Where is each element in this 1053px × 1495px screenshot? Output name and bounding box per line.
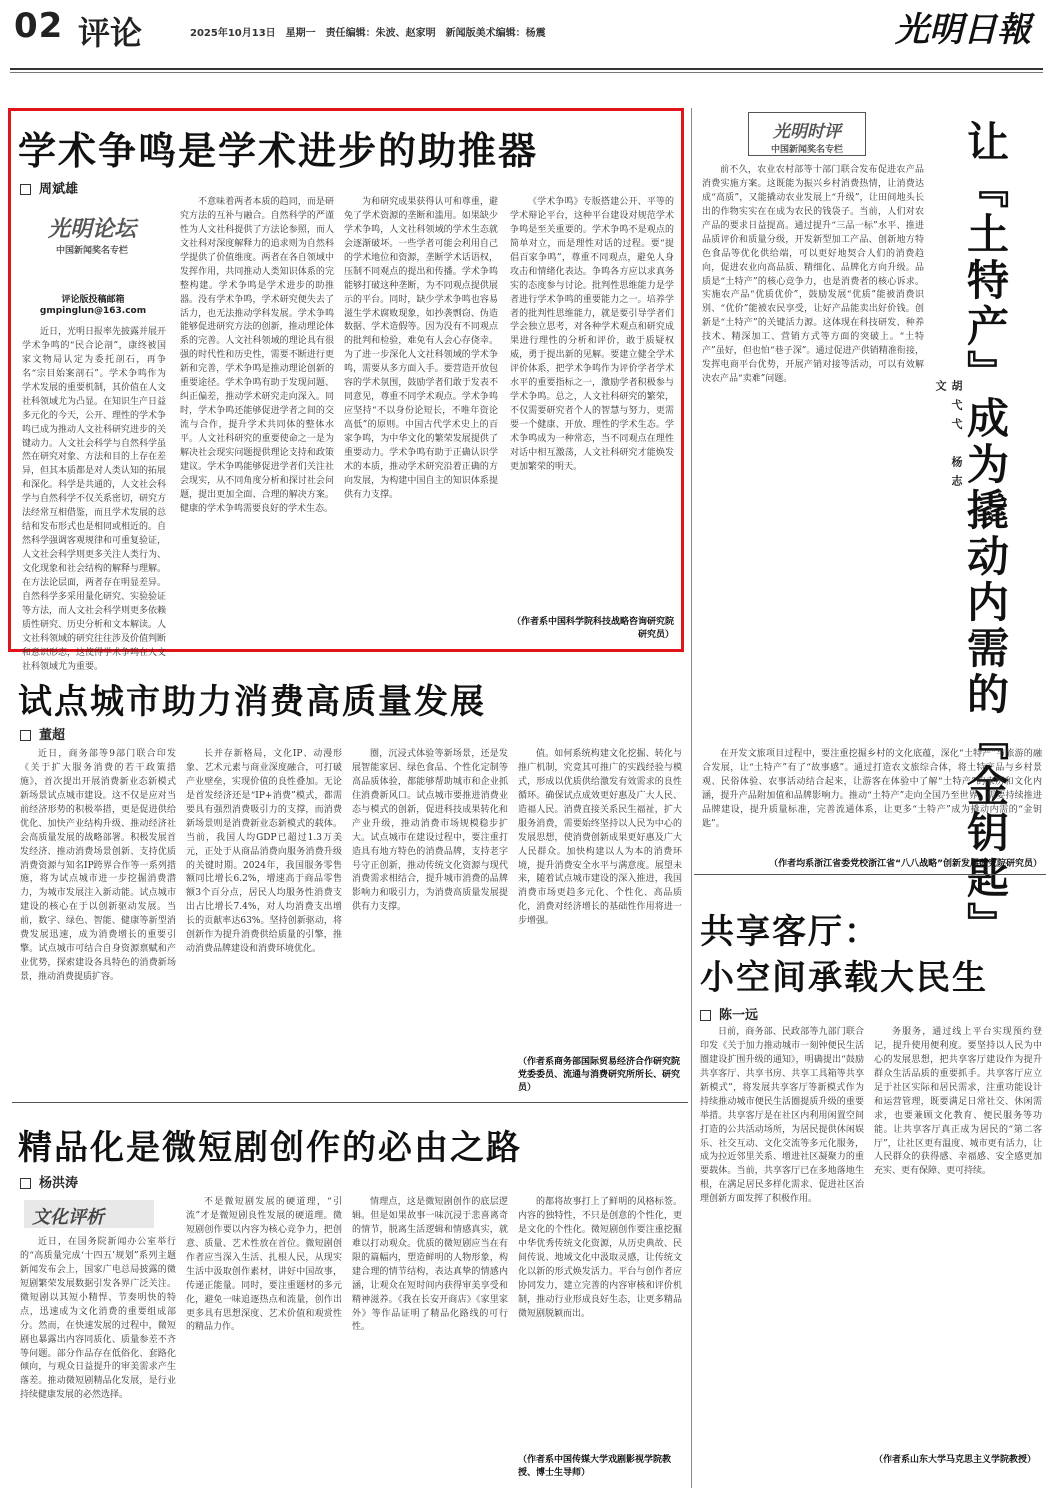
culture-column-badge-title: 文化评析 [32, 1207, 104, 1228]
newspaper-logo: 光明日報 [895, 10, 1031, 50]
article3-credit: （作者系中国传媒大学戏剧影视学院教授、博士生导师） [518, 1455, 672, 1478]
article1-col2 [180, 196, 334, 638]
sidebar-col-b-text: 在开发文旅项目过程中，要注重挖掘乡村的文化底蕴，深化“土特产”与旅游的融合发展，让“土特产”有了“故事感”。通过打造农文旅综合体，将土特产品与乡村景观、民俗体验、农事活动结合起来，让游客在体验中了解“土特产”的来历和文化内涵，提升产品附加值和品牌影响力。推动“土特产”走向全国乃至世界，需要持续推进品牌建设，提升质量标准，完善流通体系，让更多“土特产”成为撬动内需的“金钥匙”。 [702, 749, 1042, 829]
article3-col3-text: 情理点，这是微短剧创作的底层逻辑。但是如果故事一味沉浸于悲喜离奇的情节，脱离生活逻辑和情感真实，就难以打动观众。优质的微短剧应当在有限的篇幅内，塑造鲜明的人物形象，构建合理的情节结构，表达真挚的情感内涵，让观众在短时间内获得审美享受和精神滋养。《我在长安开商店》《家里家外》等作品证明了精品化路线的可行性。 [352, 1197, 508, 1333]
article3-title: 精品化是微短剧创作的必由之路 [18, 1128, 522, 1168]
article2-author-name: 董超 [39, 728, 66, 743]
contact-label: 评论版投稿邮箱 [61, 295, 125, 305]
article3-col1 [20, 1236, 176, 1486]
article2-credit: （作者系商务部国际贸易经济合作研究院党委委员、流通与消费研究所所长、研究员） [518, 1057, 681, 1093]
sidebar-badge-sub: 中国新闻奖名专栏 [770, 145, 843, 155]
article1-col3 [344, 196, 498, 638]
article2-author [20, 724, 65, 743]
contact-email[interactable]: gmpinglun@163.com [39, 306, 147, 316]
sidebar-badge-title: 光明时评 [773, 122, 841, 142]
article1-col4-text: 《学术争鸣》专版搭建公开、平等的学术辩论平台，这种平台建设对规范学术争鸣是至关重要的。学术争鸣不是观点的简单对立，而是理性对话的过程。要“提倡百家争鸣”，尊重不同观点，避免人身攻击和情绪化表达。争鸣各方应以求真务实的态度参与讨论。批判性思维能力是学者进行学术争鸣的重要能力之一。培养学者的批判性思维能力，就是要引导学者们学会独立思考，对各种学术观点和研究成果进行理性的分析和评价，敢于质疑权威，勇于提出新的见解。要建立健全学术评价体系，把学术争鸣作为评价学者学术水平的重要指标之一，激励学者积极参与学术争鸣。总之，人文社科研究的繁荣，不仅需要研究者个人的智慧与努力，更需要一个健康、开放、理性的学术生态。学术争鸣成为一种常态，当不同观点在理性对话中相互激荡，人文社科研究才能焕发更加繁荣的明天。 [510, 197, 674, 472]
article4-col1-text: 日前，商务部、民政部等九部门联合印发《关于加力推动城市一刻钟便民生活圈建设扩围升级的通知》，明确提出“鼓励共享客厅、共享书房、共享工具箱等共享新模式”，将发展共享客厅等新模式作为持续推动城市便民生活圈提质升级的重要举措。共享客厅是在社区内利用闲置空间打造的公共活动场所，为居民提供休闲娱乐、社交互动、文化交流等多元化服务，成为拉近邻里关系、增进社区凝聚力的重要载体。当前，共享客厅已在多地落地生根，在满足居民多样化需求、促进社区治理创新方面发挥了积极作用。 [700, 1027, 864, 1205]
article3-col2-text: 不是微短剧发展的硬道理，“引流”才是微短剧良性发展的硬道理。微短剧创作要以内容为核心竞争力，把创意、质量、艺术性放在首位。微短剧创作者应当深入生活、扎根人民，从现实生活中汲取创作素材，讲好中国故事，传递正能量。同时，要注重题材的多元化，避免一味追逐热点和流量，创作出更多具有思想深度、艺术价值和观赏性的精品力作。 [186, 1197, 342, 1333]
article4-col1 [700, 1026, 864, 1488]
sidebar-author: 胡弋弋 杨志文 [934, 380, 963, 494]
article4-author [700, 1004, 758, 1023]
article1-col1-text: 近日，光明日报率先披露并展开学术争鸣的“民合论剖”，康终被国家文物局认定为委托剖石，再争名“宗目始案剖石”。学术争鸣作为学术发展的重要机制，其价值在人文社科领域尤为凸显。在知识生产日益多元化的今天，公开、理性的学术争鸣已成为推动人文社科研究进步的关键动力。人文社会科学与自然科学虽然在研究对象、方法和目的上存在差异，但其本质都是对人类认知的拓展和深化。科学是共通的，人文社会科学与自然科学不仅关系密切，研究方法经常互相借鉴，而且学术发展的总结和发布形式也是相同或相近的。自然科学强调客观规律和可重复验证，人文社会科学则更多关注人类行为、文化现象和社会结构的解释与理解。在方法论层面，两者存在明显差异。自然科学多采用量化研究、实验验证等方法，而人文社会科学则更多依赖质性研究、历史分析和文本解读。人文社科领域的研究往往涉及价值判断和意识形态，这使得学术争鸣在人文社科领域尤为重要。 [22, 327, 167, 672]
article2-col2 [186, 748, 342, 1088]
article3-col4 [518, 1196, 682, 1446]
article2-title: 试点城市助力消费高质量发展 [18, 682, 486, 722]
article1-title: 学术争鸣是学术进步的助推器 [18, 128, 539, 173]
author-marker [20, 1178, 31, 1189]
sidebar-col-a-text: 前不久，农业农村部等十部门联合发布促进农产品消费实施方案。这既能为振兴乡村消费热情，让消费达成“高质”，又能撬动农业发展上“升级”，让田间地头长出的作物实实在在成为农民的钱袋子。当前，人们对农产品的要求日益提高。通过提升“三品一标”水平、推进品质评价和质量分级，开发新型加工产品、创新地方特色食品等优化供给端，可以更好地契合人们的消费趋向，促进农业向高品质、精细化、品牌化方向升级。品质是“土特产”的核心竞争力，也是消费者的核心诉求。实施农产品“优质优价”，鼓励发展“优质”能被消费识别、“优价”能被农民享受，让好产品能卖出好价钱。创新是“土特产”的关键活力源。这体现在科技研发、种养技术、精深加工、营销方式等方面的突破上。“土特产”虽好，但也怕“巷子深”。通过促进产供销精准衔接，发挥电商平台优势，开展产销对接等活动，可以有效解决农产品“卖难”问题。 [702, 165, 924, 385]
article4-credit: （作者系山东大学马克思主义学院教授） [874, 1455, 1037, 1465]
page-number: 02 [14, 6, 64, 46]
sidebar-column-badge [748, 112, 866, 156]
article1-credit: （作者系中国科学院科技战略咨询研究院研究员） [511, 617, 674, 640]
article1-col2-text: 不意味着两者本质的趋同，而是研究方法的互补与融合。自然科学的严谨性为人文社科提供了方法论参照，而人文社科对深度解释力的追求则为自然科学提供了价值维度。两者在各自领域中发挥作用，共同推动人类知识体系的完整构建。学术争鸣是学术进步的助推器。没有学术争鸣，学术研究便失去了活力，也无法推动学科发展。学术争鸣能够促进研究方法的创新，推动理论体系的完善。人文社科领域的理论具有很强的时代性和历史性，需要不断进行更新和完善，学术争鸣是推动理论创新的重要途径。学术争鸣有助于发现问题、纠正偏差，推动学术研究走向深入。同时，学术争鸣还能够促进学者之间的交流与合作，提升学术共同体的整体水平。人文社科研究的重要使命之一是为解决社会现实问题提供理论支持和政策建议。学术争鸣能够促进学者们关注社会现实，从不同角度分析和探讨社会问题，提出更加全面、合理的解决方案。健康的学术争鸣需要良好的学术生态。 [180, 197, 334, 514]
article1-author-name: 周斌雄 [39, 182, 79, 197]
article3-author [20, 1172, 78, 1191]
article3-author-name: 杨洪涛 [39, 1176, 79, 1191]
sidebar-divider [694, 874, 1046, 875]
header-divider-thin [10, 72, 1043, 73]
author-marker [20, 730, 31, 741]
article3-col3 [352, 1196, 508, 1486]
column-badge [22, 208, 162, 284]
article2-col4-text: 值。如何系统构建文化挖掘、转化与推广机制，究竟其可推广的实践经验与模式，形成以优质供给激发有效需求的良性循环。确保试点成效更好惠及广大人民、造福人民。消费直接关系民生福祉，扩大服务消费，需要始终坚持以人民为中心的发展思想，使消费创新成果更好惠及广大人民群众。加快构建以人为本的消费环境，提升消费安全水平与满意度。展望未来，随着试点城市建设的深入推进，我国消费市场更趋多元化、个性化、高品质化，消费对经济增长的基础性作用将进一步增强。 [518, 749, 682, 927]
article2-divider [12, 1102, 688, 1103]
header-divider [10, 68, 1043, 70]
sidebar-credit: （作者均系浙江省委党校浙江省“八八战略”创新发展研究院研究员） [769, 859, 1042, 869]
article1-author [20, 178, 78, 197]
author-marker [700, 1010, 711, 1021]
article4-col2 [874, 1026, 1042, 1446]
article3-col4-text: 的都将故事打上了鲜明的风格标签。内容的独特性，不只是创意的个性化，更是文化的个性化。微短剧创作要注重挖掘中华优秀传统文化资源，从历史典故、民间传说、地域文化中汲取灵感，让传统文化以新的形式焕发活力。平台与创作者应协同发力，建立完善的内容审核和评价机制，推动行业形成良好生态，让更多精品微短剧脱颖而出。 [518, 1197, 682, 1319]
article1-col4 [510, 196, 674, 606]
sidebar-col-b [702, 748, 1042, 852]
article2-col1 [20, 748, 176, 1088]
article2-col4 [518, 748, 682, 1046]
article3-col2 [186, 1196, 342, 1486]
column-badge-title: 光明论坛 [47, 217, 136, 242]
section-title: 评论 [78, 14, 143, 52]
column-divider [691, 108, 692, 1488]
issue-meta: 2025年10月13日 星期一 责任编辑：朱波、赵家明 新闻版美术编辑：杨震 [190, 28, 546, 39]
sidebar-vertical-title: 让『土特产』成为撬动内需的『金钥匙』 [961, 120, 1010, 948]
culture-column-badge [24, 1200, 154, 1228]
article4-title-line2: 小空间承载大民生 [700, 958, 988, 998]
article2-col3-text: 圈，沉浸式体验等新场景，还是发展智能家居、绿色食品、个性化定制等高品质体验，都能够帮助城市和企业抓住消费新风口。试点城市要推进消费业态与模式的创新，促进科技成果转化和产业升级，推动消费市场规模稳步扩大。试点城市在建设过程中，要注重打造具有地方特色的消费品牌，支持老字号守正创新，推动传统文化资源与现代消费需求相结合，提升城市消费的品牌影响力和吸引力，为消费高质量发展提供有力支撑。 [352, 749, 508, 913]
article2-col2-text: 长并存新格局，文化IP、动漫形象、艺术元素与商业深度融合，可打破产业壁垒，实现价值的良性叠加。无论是首发经济还是“IP+消费”模式，都需要具有强烈消费吸引力的支撑，而消费新场景则是消费新业态新模式的载体。当前，我国人均GDP已超过1.3万美元，正处于从商品消费向服务消费升级的关键时期。2024年，我国服务零售额同比增长6.2%，增速高于商品零售额3个百分点，居民人均服务性消费支出占比增长7.4%，对人均消费支出增长的贡献率达63%。坚持创新驱动，将创新作为提升消费供给质量的引擎，推动消费品牌建设和消费环境优化。 [186, 749, 342, 955]
article4-col2-text: 务服务，通过线上平台实现预约登记，提升使用便利度。要坚持以人民为中心的发展思想，把共享客厅建设作为提升群众生活品质的重要抓手。共享客厅应立足于社区实际和居民需求，注重功能设计和运营管理，既要满足日常社交、休闲需求，也要兼顾文化教育、便民服务等功能。让共享客厅真正成为居民的“第二客厅”，让社区更有温度、城市更有活力，让人民群众的获得感、幸福感、安全感更加充实、更有保障、更可持续。 [874, 1027, 1042, 1177]
author-marker [20, 184, 31, 195]
article1-col1 [22, 326, 167, 672]
sidebar-col-a [702, 164, 924, 744]
article4-title-line1: 共享客厅： [700, 912, 880, 952]
article4-author-name: 陈一远 [719, 1008, 759, 1023]
article1-col3-text: 为和研究成果获得认可和尊重，避免了学术资源的垄断和滥用。如果缺少学术争鸣，人文社科领域的学术生态就会逐渐破坏。一些学者可能会利用自己的学术地位和资源，垄断学术话语权，压制不同观点的提出和传播。学术争鸣能够打破这种垄断，为不同观点提供展示的平台。同时，缺少学术争鸣也容易滋生学术腐败现象，如抄袭剽窃、伪造数据、学术造假等。因为没有不同观点的批判和检验，难免有人会心存侥幸。为了进一步深化人文社科领域的学术争鸣，需要从多方面入手。要营造开放包容的学术氛围，鼓励学者们敢于发表不同意见，尊重不同学术观点。学术争鸣应坚持“不以身份论短长，不唯年资论高低”的原则。中国古代学术史上的百家争鸣，为中华文化的繁荣发展提供了重要动力。学术争鸣有助于正确认识学术的本质，推动学术研究沿着正确的方向发展，为构建中国自主的知识体系提供有力支撑。 [344, 197, 498, 500]
article2-col1-text: 近日，商务部等9部门联合印发《关于扩大服务消费的若干政策措施》，首次提出开展消费新业态新模式新场景试点城市建设。这不仅是应对当前经济形势的积极举措，更是促进供给优化、加快产业结构升级、推动经济社会高质量发展的战略部署。积极发展首发经济、推动消费场景创新、支持优质消费资源与知名IP跨界合作等一系列措施，将为试点城市进一步挖掘消费潜力，为城市发展注入新动能。试点城市建设的核心在于以创新驱动发展。当前，数字、绿色、智能、健康等新型消费发展迅速，成为消费增长的重要引擎。试点城市可结合自身资源禀赋和产业优势，探索建设各具特色的消费新场景，推动消费提质扩容。 [20, 749, 176, 982]
column-badge-sub: 中国新闻奖名专栏 [55, 246, 128, 256]
article2-col3 [352, 748, 508, 1088]
article3-col1-text: 近日，在国务院新闻办公室举行的“高质量完成‘十四五’规划”系列主题新闻发布会上，国家广电总局披露的微短剧繁荣发展数据引发各界广泛关注。微短剧以其短小精悍、节奏明快的特点，迅速成为文化消费的重要组成部分。然而，在快速发展的过程中，微短剧也暴露出内容同质化、质量参差不齐等问题。部分作品存在低俗化、套路化倾向，与观众日益提升的审美需求产生落差。推动微短剧精品化发展，是行业持续健康发展的必然选择。 [20, 1237, 176, 1401]
